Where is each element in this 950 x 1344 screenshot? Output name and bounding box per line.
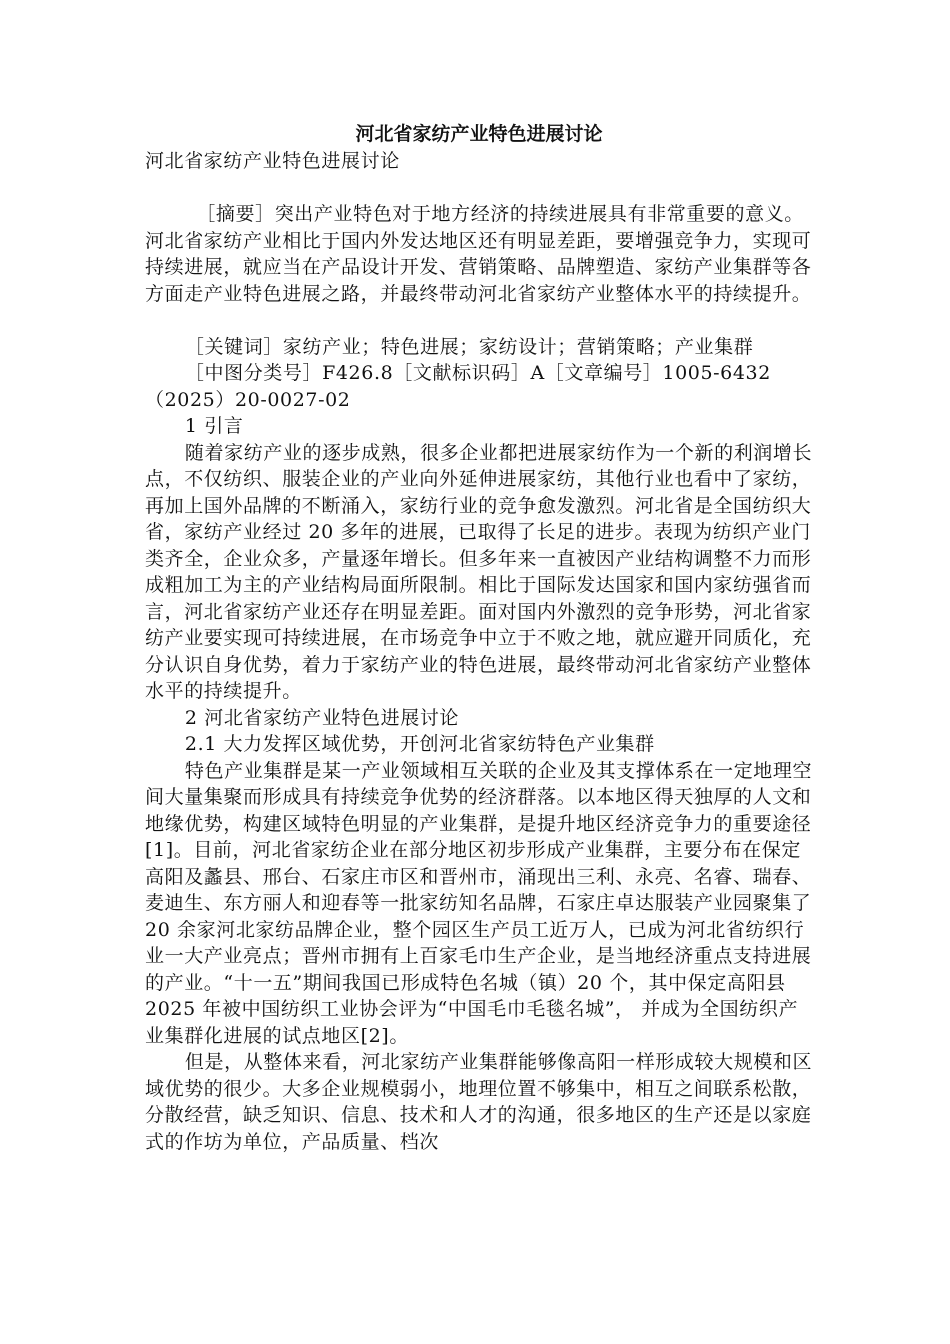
intro-paragraph: 随着家纺产业的逐步成熟，很多企业都把进展家纺作为一个新的利润增长点，不仅纺织、服装企业的产业向外延伸进展家纺，其他行业也看中了家纺，再加上国外品牌的不断涌入，家纺行业的竞争愈发激烈。河北省是全国纺织大省，家纺产业经过 20 多年的进展，已取得了长足的进步。表现为纺织产业门类齐全，企业众多，产量逐年增长。但多年来一直被因产业结构调整不力而形成粗加工为主的产业结构局面所限制。相比于国际发达国家和国内家纺强省而言，河北省家纺产业还存在明显差距。面对国内外激烈的竞争形势，河北省家纺产业要实现可持续进展，在市场竞争中立于不败之地，就应避开同质化，充分认识自身优势，着力于家纺产业的特色进展，最终带动河北省家纺产业整体水平的持续提升。 xyxy=(145,441,813,702)
paragraph-2-1-b: 但是，从整体来看，河北家纺产业集群能够像高阳一样形成较大规模和区域优势的很少。大多企业规模弱小，地理位置不够集中，相互之间联系松散，分散经营，缺乏知识、信息、技术和人才的沟通，很多地区的生产还是以家庭式的作坊为单位，产品质量、档次 xyxy=(145,1051,813,1153)
document-subtitle: 河北省家纺产业特色进展讨论 xyxy=(145,150,400,172)
document-body xyxy=(145,148,813,1155)
spacer xyxy=(145,175,813,202)
abstract-paragraph: ［摘要］突出产业特色对于地方经济的持续进展具有非常重要的意义。河北省家纺产业相比于国内外发达地区还有明显差距，要增强竞争力，实现可持续进展，就应当在产品设计开发、营销策略、品牌塑造、家纺产业集群等各方面走产业特色进展之路，并最终带动河北省家纺产业整体水平的持续提升。 xyxy=(145,203,812,305)
keywords-paragraph: ［关键词］家纺产业；特色进展；家纺设计；营销策略；产业集群 xyxy=(184,335,754,358)
subsection-heading-2-1: 2.1 大力发挥区域优势，开创河北省家纺特色产业集群 xyxy=(184,733,655,755)
section-heading-2: 2 河北省家纺产业特色进展讨论 xyxy=(184,706,460,729)
paragraph-2-1-a: 特色产业集群是某一产业领域相互关联的企业及其支撑体系在一定地理空间大量集聚而形成具有持续竞争优势的经济群落。以本地区得天独厚的人文和地缘优势，构建区域特色明显的产业集群，是提升地区经济竞争力的重要途径[1]。目前，河北省家纺企业在部分地区初步形成产业集群，主要分布在保定高阳及蠡县、邢台、石家庄市区和晋州市，涌现出三利、永亮、名睿、瑞春、麦迪生、东方丽人和迎春等一批家纺知名品牌，石家庄卓达服装产业园聚集了 20 余家河北家纺品牌企业，整个园区生产员工近万人，已成为河北省纺织行业一大产业亮点；晋州市拥有上百家毛巾生产企业，是当地经济重点支持进展的产业。“十一五”期间我国已形成特色名城（镇）20 个，其中保定高阳县 2025 年被中国纺织工业协会评为“中国毛巾毛毯名城”， 并成为全国纺织产业集群化进展的试点地区[2]。 xyxy=(145,759,813,1047)
section-heading-intro: 1 引言 xyxy=(184,415,244,437)
document-title: 河北省家纺产业特色进展讨论 xyxy=(355,123,603,145)
spacer xyxy=(145,307,813,334)
classification-paragraph: ［中图分类号］F426.8［文献标识码］A［文章编号］1005-6432（2025）20-0027-02 xyxy=(145,362,771,411)
